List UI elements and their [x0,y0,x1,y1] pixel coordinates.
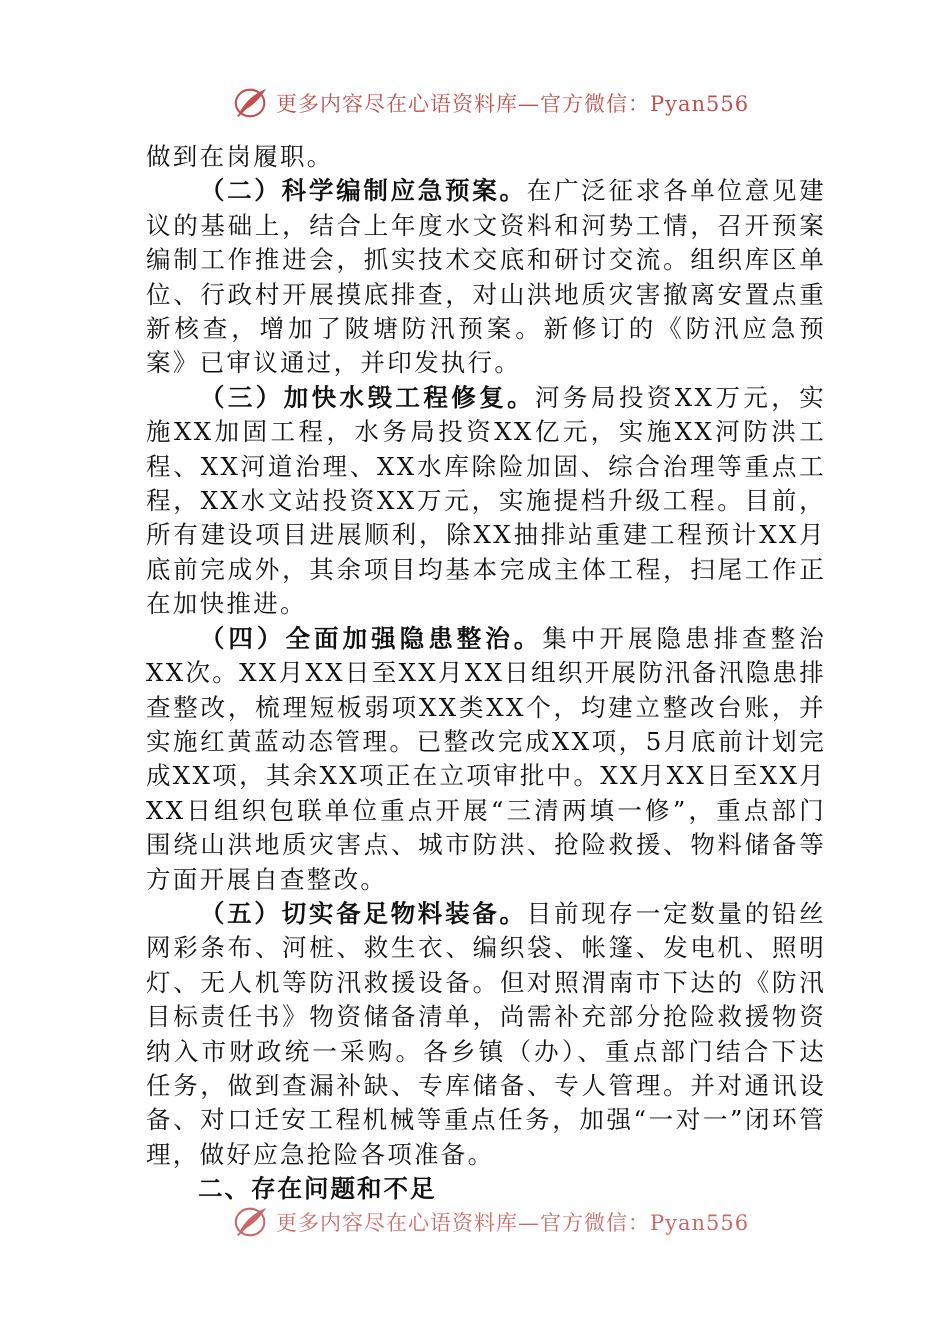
watermark-text: 更多内容尽在心语资料库—官方微信：Pyan556 [276,1211,750,1235]
section-body: 在广泛征求各单位意见建议的基础上，结合上年度水文资料和河势工情，召开预案编制工作推进会，抓实技术交底和研讨交流。组织库区单位、行政村开展摸底排查，对山洪地质灾害撤离安置点重新核查，增加了陂塘防汛预案。新修订的《防汛应急预案》已审议通过，并印发执行。 [146,176,826,378]
section-lead: （五）切实备足物料装备。 [199,898,527,928]
watermark-text: 更多内容尽在心语资料库—官方微信：Pyan556 [276,92,750,116]
section-body: 集中开展隐患排查整治XX次。XX月XX日至XX月XX日组织开展防汛备汛隐患排查整改，梳理短板弱项XX类XX个，均建立整改台账，并实施红黄蓝动态管理。已整改完成XX项，5月底前计划完成XX项，其余XX项正在立项审批中。XX月XX日至XX月XX日组织包联单位重点开展“三清两填一修”，重点部门围绕山洪地质灾害点、城市防洪、抢险救援、物料储备等方面开展自查整改。 [146,623,827,894]
section-heading: 二、存在问题和不足 [198,1174,437,1204]
section-paragraph [146,622,826,897]
section-paragraph [146,381,826,622]
section-lead: （四）全面加强隐患整治。 [199,623,543,653]
feather-quill-logo-icon [232,84,270,122]
section-body: 河务局投资XX万元，实施XX加固工程，水务局投资XX亿元，实施XX河防洪工程、XX河道治理、XX水库除险加固、综合治理等重点工程，XX水文站投资XX万元，实施提档升级工程。目前，所有建设项目进展顺利，除XX抽排站重建工程预计XX月底前完成外，其余项目均基本完成主体工程，扫尾工作正在加快推进。 [146,382,826,619]
opening-line: 做到在岗履职。 [146,142,334,171]
section-paragraph [146,174,826,380]
section-paragraph [146,897,826,1172]
section-lead: （三）加快水毁工程修复。 [199,382,536,412]
section-lead: （二）科学编制应急预案。 [199,176,527,206]
watermark-header [232,84,749,122]
document-body [146,140,826,1207]
watermark-footer [232,1203,749,1241]
feather-quill-logo-icon [232,1203,270,1241]
section-body: 目前现存一定数量的铅丝网彩条布、河桩、救生衣、编织袋、帐篷、发电机、照明灯、无人机等防汛救援设备。但对照渭南市下达的《防汛目标责任书》物资储备清单，尚需补充部分抢险救援物资纳入市财政统一采购。各乡镇（办）、重点部门结合下达任务，做到查漏补缺、专库储备、专人管理。并对通讯设备、对口迁安工程机械等重点任务，加强“一对一”闭环管理，做好应急抢险各项准备。 [146,898,826,1169]
